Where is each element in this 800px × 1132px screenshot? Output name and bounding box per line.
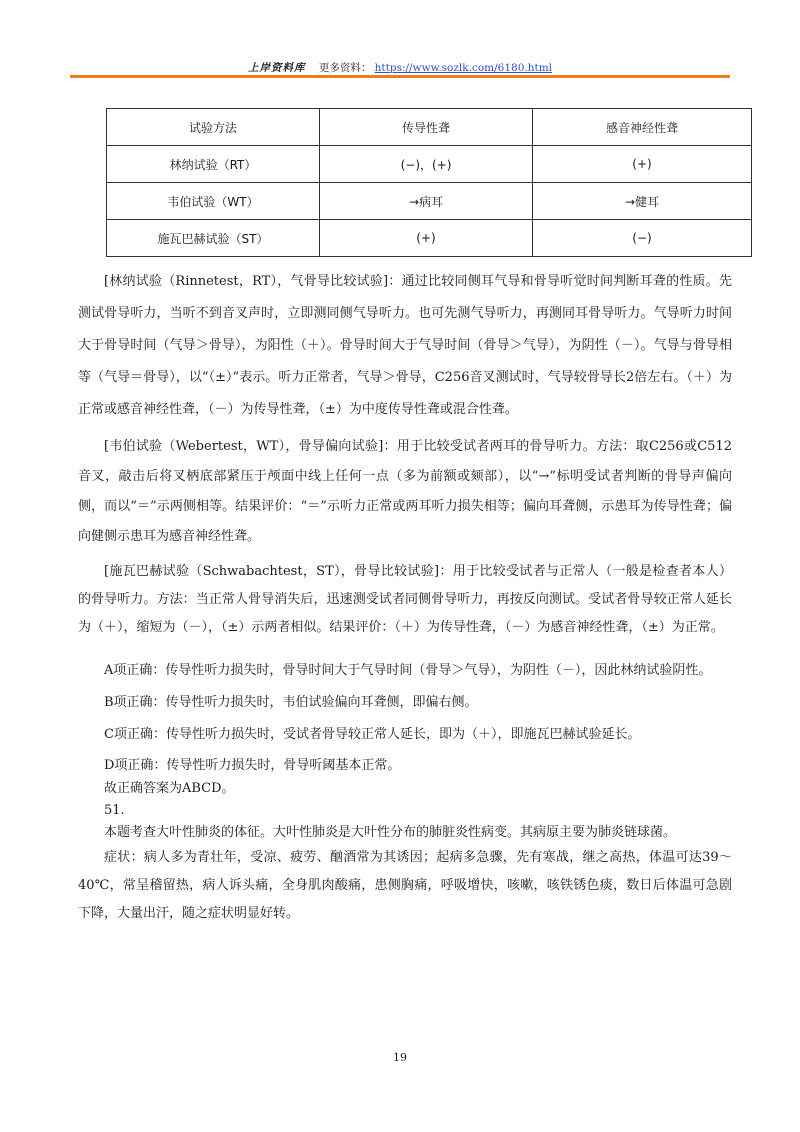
- page-header: [0, 60, 800, 75]
- question-number: 51.: [104, 803, 125, 818]
- comparison-table: [106, 108, 752, 257]
- table-row: [107, 183, 752, 220]
- answer-summary: 故正确答案为ABCD。: [104, 781, 235, 796]
- paragraph-schwabach: [施瓦巴赫试验（Schwabachtest，ST），骨导比较试验]：用于比较受试者与正常人（一般是检查者本人）的骨导听力。方法：当正常人骨导消失后，迅速测受试者同侧骨导听力，再按反向测试。受试者骨导较正常人延长为（＋），缩短为（－），（±）示两者相似。结果评价：（＋）为传导性聋，（－）为感音神经性聋，（±）为正常。: [78, 564, 732, 635]
- answer-d: D项正确：传导性听力损失时，骨导听阈基本正常。: [104, 758, 401, 773]
- header-brand: 上岸资料库: [247, 62, 306, 74]
- table-header-cell: 传导性聋: [320, 109, 533, 146]
- table-header-row: [107, 109, 752, 146]
- header-rule: [70, 75, 730, 78]
- table-header-cell: 感音神经性聋: [533, 109, 752, 146]
- table-cell: →病耳: [320, 183, 533, 220]
- paragraph-weber: [韦伯试验（Webertest，WT），骨导偏向试验]：用于比较受试者两耳的骨导听力。方法：取C256或C512音叉，敲击后将叉柄底部紧压于颅面中线上任何一点（多为前额或颏部），以“→”标明受试者判断的骨导声偏向侧，而以“＝”示两侧相等。结果评价：“＝”示听力正常或两耳听力损失相等；偏向耳聋侧，示患耳为传导性聋；偏向健侧示患耳为感音神经性聋。: [78, 439, 732, 544]
- table-header-cell: 试验方法: [107, 109, 320, 146]
- table-row: [107, 146, 752, 183]
- table-cell: (+): [320, 220, 533, 257]
- header-label: 更多资料：: [318, 62, 372, 74]
- table-cell: →健耳: [533, 183, 752, 220]
- page-number: 19: [393, 1051, 407, 1064]
- table-cell: 韦伯试验（WT）: [107, 183, 320, 220]
- table-cell: 施瓦巴赫试验（ST）: [107, 220, 320, 257]
- table-cell: (−): [533, 220, 752, 257]
- question-topic: 本题考查大叶性肺炎的体征。大叶性肺炎是大叶性分布的肺脏炎性病变。其病原主要为肺炎链球菌。: [104, 825, 677, 840]
- table-cell: (+): [533, 146, 752, 183]
- symptoms-paragraph: 症状：病人多为青壮年，受凉、疲劳、酗酒常为其诱因；起病多急骤，先有寒战，继之高热，体温可达39～40℃，常呈稽留热，病人诉头痛，全身肌肉酸痛，患侧胸痛，呼吸增快，咳嗽，咳铁锈色痰，数日后体温可急剧下降，大量出汗，随之症状明显好转。: [78, 850, 732, 921]
- header-link[interactable]: https://www.sozlk.com/6180.html: [374, 62, 553, 74]
- document-body: [78, 266, 732, 928]
- table-row: [107, 220, 752, 257]
- answer-b: B项正确：传导性听力损失时，韦伯试验偏向耳聋侧，即偏右侧。: [104, 695, 478, 710]
- paragraph-rinne: [林纳试验（Rinnetest，RT），气骨导比较试验]：通过比较同侧耳气导和骨导听觉时间判断耳聋的性质。先测试骨导听力，当听不到音叉声时，立即测同侧气导听力。也可先测气导听力，再测同耳骨导听力。气导听力时间大于骨导时间（气导＞骨导），为阳性（＋）。骨导时间大于气导时间（骨导＞气导），为阴性（－）。气导与骨导相等（气导＝骨导），以“（±）”表示。听力正常者，气导＞骨导，C256音叉测试时，气导较骨导长2倍左右。（＋）为正常或感音神经性聋，（－）为传导性聋，（±）为中度传导性聋或混合性聋。: [78, 274, 732, 417]
- table-cell: 林纳试验（RT）: [107, 146, 320, 183]
- answer-a: A项正确：传导性听力损失时，骨导时间大于气导时间（骨导＞气导），为阴性（－），因此林纳试验阴性。: [104, 663, 712, 678]
- table-cell: (−)，(+): [320, 146, 533, 183]
- answer-c: C项正确：传导性听力损失时，受试者骨导较正常人延长，即为（＋），即施瓦巴赫试验延长。: [104, 727, 641, 742]
